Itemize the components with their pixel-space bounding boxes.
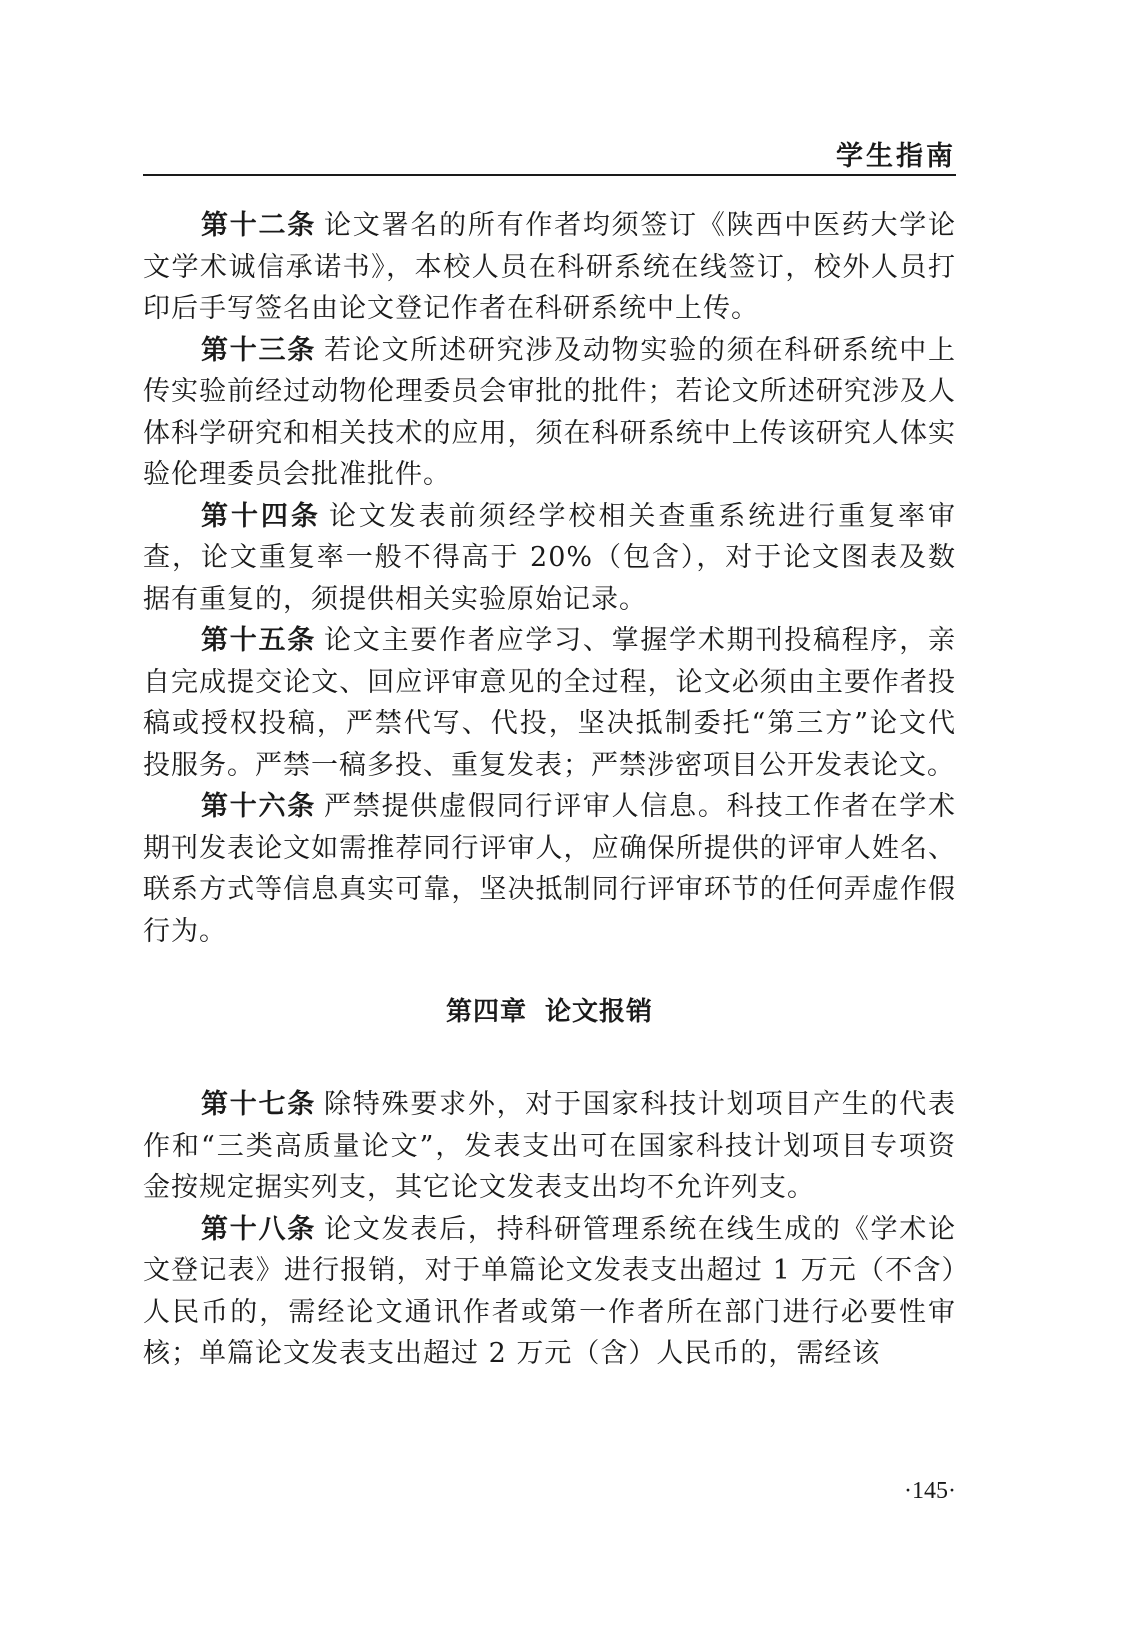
chapter-heading: [143, 992, 956, 1032]
article-label: 第十八条: [201, 1213, 317, 1245]
article-text: 若论文所述研究涉及动物实验的须在科研系统中上传实验前经过动物伦理委员会审批的批件；若论文所述研究涉及人体科学研究和相关技术的应用，须在科研系统中上传该研究人体实验伦理委员会批准批件。: [143, 334, 957, 490]
article-label: 第十四条: [201, 500, 321, 532]
chapter-title: 论文报销: [545, 997, 654, 1027]
article-15: [143, 620, 956, 786]
page-number: ·145·: [904, 1478, 956, 1504]
article-16: [143, 786, 956, 952]
article-label: 第十二条: [201, 210, 317, 241]
article-text: 论文署名的所有作者均须签订《陕西中医药大学论文学术诚信承诺书》，本校人员在科研系统在线签订，校外人员打印后手写签名由论文登记作者在科研系统中上传。: [143, 210, 957, 324]
article-17: [143, 1084, 956, 1209]
article-13: [143, 330, 956, 496]
chapter-number: 第四章: [445, 997, 527, 1027]
article-12: [143, 205, 956, 330]
article-label: 第十六条: [201, 791, 317, 822]
article-14: [143, 496, 956, 621]
page-header: [143, 128, 956, 176]
header-title: 学生指南: [836, 141, 956, 172]
article-text: 除特殊要求外，对于国家科技计划项目产生的代表作和“三类高质量论文”，发表支出可在国家科技计划项目专项资金按规定据实列支，其它论文发表支出均不允许列支。: [143, 1089, 957, 1203]
article-label: 第十五条: [201, 625, 317, 656]
article-label: 第十三条: [201, 334, 317, 366]
article-text: 论文发表前须经学校相关查重系统进行重复率审查，论文重复率一般不得高于 20%（包含），对于论文图表及数据有重复的，须提供相关实验原始记录。: [143, 500, 957, 615]
article-text: 论文主要作者应学习、掌握学术期刊投稿程序，亲自完成提交论文、回应评审意见的全过程，论文必须由主要作者投稿或授权投稿，严禁代写、代投，坚决抵制委托“第三方”论文代投服务。严禁一稿多投、重复发表；严禁涉密项目公开发表论文。: [143, 625, 957, 781]
page-content: [143, 205, 956, 1375]
article-text: 论文发表后，持科研管理系统在线生成的《学术论文登记表》进行报销，对于单篇论文发表支出超过 1 万元（不含）人民币的，需经论文通讯作者或第一作者所在部门进行必要性审核；单篇论文发表支出超过 2 万元（含）人民币的，需经该: [143, 1213, 957, 1369]
article-label: 第十七条: [201, 1089, 317, 1120]
article-text: 严禁提供虚假同行评审人信息。科技工作者在学术期刊发表论文如需推荐同行评审人，应确保所提供的评审人姓名、联系方式等信息真实可靠，坚决抵制同行评审环节的任何弄虚作假行为。: [143, 791, 957, 947]
article-18: [143, 1209, 956, 1375]
